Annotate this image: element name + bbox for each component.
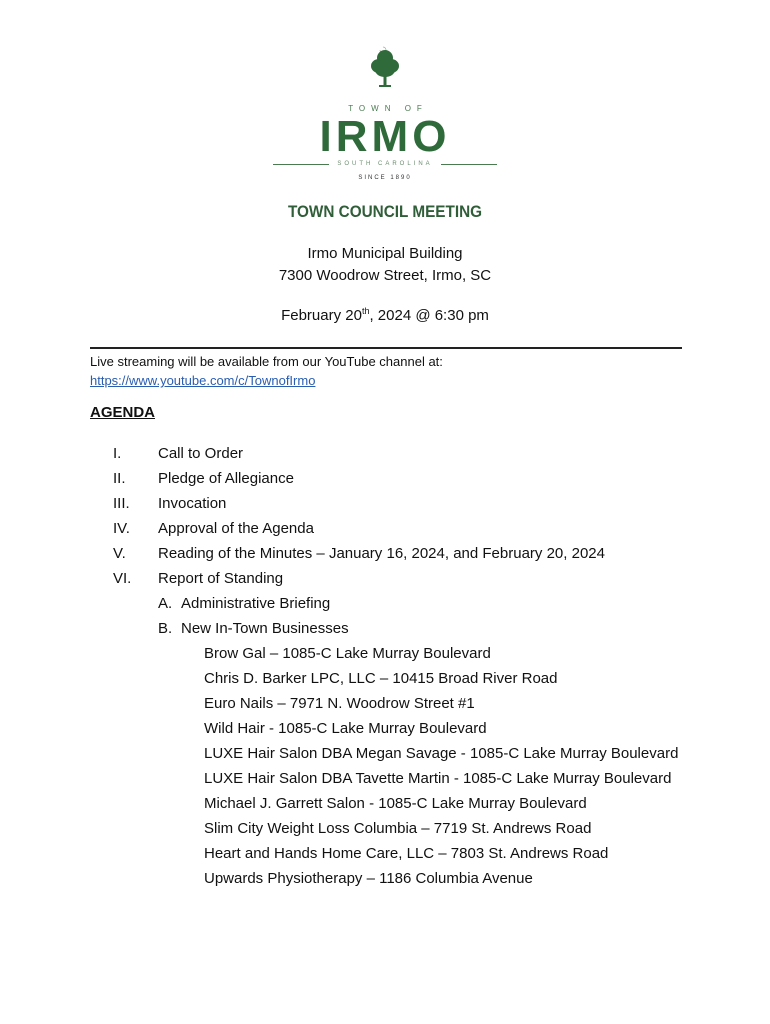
business-text: Heart and Hands Home Care, LLC – 7803 St. Andrews Road — [204, 845, 609, 862]
agenda-subitem-text: New In-Town Businesses — [181, 620, 349, 637]
agenda-subitem-letter: A. — [158, 595, 173, 612]
agenda-subitem — [0, 616, 770, 641]
agenda-item-text: Invocation — [158, 495, 227, 512]
agenda-subitem-letter: B. — [158, 620, 173, 637]
youtube-link[interactable]: https://www.youtube.com/c/TownofIrmo — [90, 373, 316, 388]
logo-town-of: TOWN OF — [348, 104, 428, 113]
business-text: Upwards Physiotherapy – 1186 Columbia Avenue — [204, 870, 533, 887]
business-text: LUXE Hair Salon DBA Tavette Martin - 1085-C Lake Murray Boulevard — [204, 770, 672, 787]
business-text: Euro Nails – 7971 N. Woodrow Street #1 — [204, 695, 475, 712]
business-text: LUXE Hair Salon DBA Megan Savage - 1085-C Lake Murray Boulevard — [204, 745, 679, 762]
venue-name: Irmo Municipal Building — [307, 245, 463, 262]
agenda-item — [0, 566, 770, 591]
business-entry — [0, 691, 770, 716]
business-entry — [0, 791, 770, 816]
business-entry — [0, 841, 770, 866]
agenda-subitem — [0, 591, 770, 616]
agenda-item-number: V. — [113, 545, 126, 562]
agenda-item-number: III. — [113, 495, 130, 512]
date-prefix: February 20 — [281, 307, 362, 324]
agenda-item-number: VI. — [113, 570, 132, 587]
agenda-item-text: Report of Standing — [158, 570, 284, 587]
agenda-item-number: IV. — [113, 520, 130, 537]
business-text: Michael J. Garrett Salon - 1085-C Lake Murray Boulevard — [204, 795, 587, 812]
business-entry — [0, 766, 770, 791]
business-text: Wild Hair - 1085-C Lake Murray Boulevard — [204, 720, 487, 737]
town-logo — [0, 44, 770, 181]
logo-state-row — [0, 161, 770, 167]
business-entry — [0, 816, 770, 841]
venue-address: 7300 Woodrow Street, Irmo, SC — [278, 267, 492, 284]
business-entry — [0, 666, 770, 691]
date-rest: , 2024 @ 6:30 pm — [369, 307, 489, 324]
agenda-item — [0, 441, 770, 466]
logo-name: IRMO — [319, 112, 451, 161]
business-entry — [0, 866, 770, 891]
business-text: Chris D. Barker LPC, LLC – 10415 Broad River Road — [204, 670, 558, 687]
agenda-item-text: Call to Order — [158, 445, 244, 462]
streaming-text: Live streaming will be available from our YouTube channel at: — [90, 354, 443, 369]
business-text: Brow Gal – 1085-C Lake Murray Boulevard — [204, 645, 491, 662]
agenda-item-number: I. — [113, 445, 122, 462]
agenda-heading: AGENDA — [90, 404, 156, 421]
agenda-item — [0, 491, 770, 516]
business-entry — [0, 716, 770, 741]
meeting-date — [0, 306, 770, 324]
logo-rule-right — [441, 164, 497, 165]
logo-since: SINCE 1890 — [358, 175, 412, 181]
horizontal-divider — [90, 347, 682, 349]
business-entry — [0, 641, 770, 666]
tree-icon — [370, 44, 400, 94]
agenda-item — [0, 516, 770, 541]
business-entry — [0, 741, 770, 766]
agenda-item-text: Reading of the Minutes – January 16, 2024, and February 20, 2024 — [158, 545, 605, 562]
logo-state: SOUTH CAROLINA — [337, 161, 433, 167]
agenda-item-number: II. — [113, 470, 126, 487]
date-suffix: th — [361, 306, 370, 316]
meeting-title: TOWN COUNCIL MEETING — [287, 202, 483, 221]
agenda-item-text: Pledge of Allegiance — [158, 470, 294, 487]
agenda-item — [0, 541, 770, 566]
agenda-item-text: Approval of the Agenda — [158, 520, 314, 537]
streaming-notice — [90, 352, 443, 390]
agenda-item — [0, 466, 770, 491]
agenda-list — [0, 441, 770, 891]
logo-rule-left — [273, 164, 329, 165]
agenda-subitem-text: Administrative Briefing — [181, 595, 331, 612]
venue-block — [0, 243, 770, 287]
business-text: Slim City Weight Loss Columbia – 7719 St. Andrews Road — [204, 820, 592, 837]
